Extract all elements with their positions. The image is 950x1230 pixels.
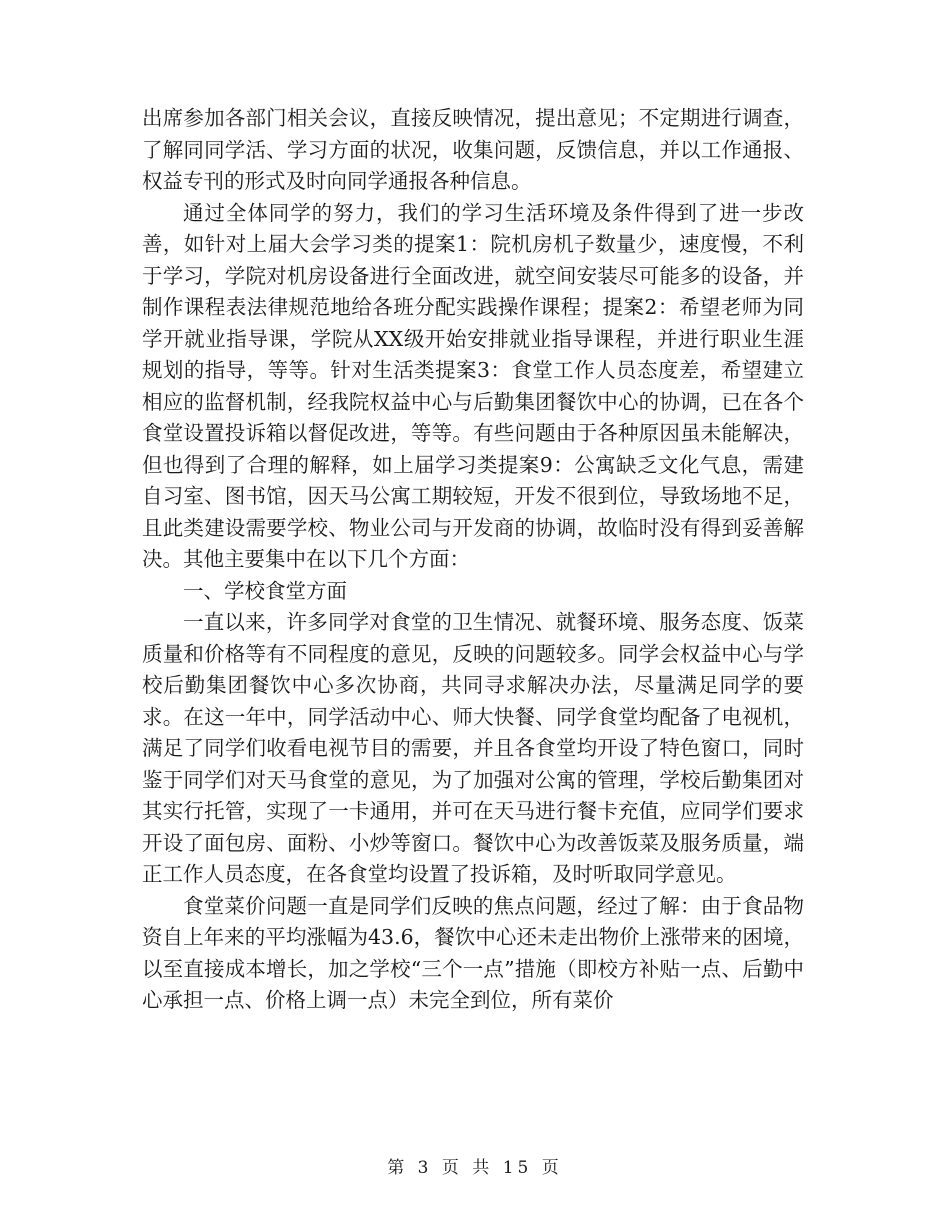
paragraph-4: 食堂菜价问题一直是同学们反映的焦点问题，经过了解：由于食品物资自上年来的平均涨幅为43.6，餐饮中心还未走出物价上涨带来的困境，以至直接成本增长，加之学校“三个一点”措施（即校方补贴一点、后勤中心承担一点、价格上调一点）未完全到位，所有菜价 [142, 893, 804, 1012]
paragraph-3: 一直以来，许多同学对食堂的卫生情况、就餐环境、服务态度、饭菜质量和价格等有不同程度的意见，反映的问题较多。同学会权益中心与学校后勤集团餐饮中心多次协商，共同寻求解决办法，尽量满足同学的要求。在这一年中，同学活动中心、师大快餐、同学食堂均配备了电视机，满足了同学们收看电视节目的需要，并且各食堂均开设了特色窗口，同时鉴于同学们对天马食堂的意见，为了加强对公寓的管理，学校后勤集团对其实行托管，实现了一卡通用，并可在天马进行餐卡充值，应同学们要求开设了面包房、面粉、小炒等窗口。餐饮中心为改善饭菜及服务质量，端正工作人员态度，在各食堂均设置了投诉箱，及时听取同学意见。 [142, 610, 804, 886]
section-heading-canteen: 一、学校食堂方面 [183, 578, 347, 603]
document-body [142, 103, 804, 1017]
page-number-footer: 第 3 页 共 15 页 [387, 1158, 563, 1178]
paragraph-1: 出席参加各部门相关会议，直接反映情况，提出意见；不定期进行调查，了解同同学活、学习方面的状况，收集问题，反馈信息，并以工作通报、权益专刊的形式及时向同学通报各种信息。 [142, 106, 804, 193]
paragraph-2: 通过全体同学的努力，我们的学习生活环境及条件得到了进一步改善，如针对上届大会学习类的提案1：院机房机子数量少，速度慢，不利于学习，学院对机房设备进行全面改进，就空间安装尽可能多的设备，并制作课程表法律规范地给各班分配实践操作课程；提案2：希望老师为同学开就业指导课，学院从XX级开始安排就业指导课程，并进行职业生涯规划的指导，等等。针对生活类提案3：食堂工作人员态度差，希望建立相应的监督机制，经我院权益中心与后勤集团餐饮中心的协调，已在各个食堂设置投诉箱以督促改进，等等。有些问题由于各种原因虽未能解决，但也得到了合理的解释，如上届学习类提案9：公寓缺乏文化气息，需建自习室、图书馆，因天马公寓工期较短，开发不很到位，导致场地不足，且此类建设需要学校、物业公司与开发商的协调，故临时没有得到妥善解决。其他主要集中在以下几个方面： [142, 200, 804, 571]
